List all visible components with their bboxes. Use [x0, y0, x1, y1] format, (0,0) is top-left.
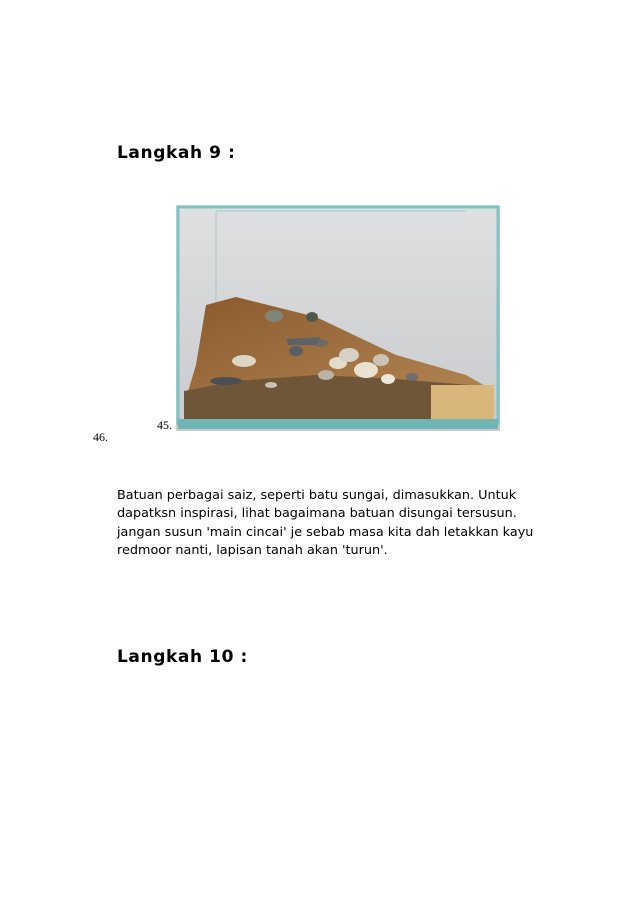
light-sand-corner: [431, 385, 494, 419]
step-10-heading: Langkah 10 :: [117, 647, 248, 667]
stone: [373, 354, 389, 366]
glass-base: [178, 419, 498, 429]
description-paragraph: [117, 487, 557, 561]
stone: [339, 348, 359, 362]
stone: [210, 377, 242, 385]
stone: [354, 362, 378, 378]
stone: [265, 310, 283, 322]
stone: [406, 373, 418, 381]
aquarium-photo: [176, 205, 500, 431]
stone: [306, 312, 318, 322]
stone: [381, 374, 395, 384]
stone: [318, 370, 334, 380]
page-number: 46.: [93, 430, 108, 444]
figure-number: 45.: [157, 418, 172, 432]
paragraph-line: dapatksn inspirasi, lihat bagaimana batuan disungai tersusun.: [117, 506, 517, 522]
stone: [232, 355, 256, 367]
paragraph-line: Batuan perbagai saiz, seperti batu sungai, dimasukkan. Untuk: [117, 488, 517, 503]
paragraph-line: jangan susun 'main cincai' je sebab masa kita dah letakkan kayu: [117, 524, 534, 540]
step-9-heading: Langkah 9 :: [117, 143, 236, 163]
stone: [289, 346, 303, 356]
paragraph-line: redmoor nanti, lapisan tanah akan 'turun'.: [117, 543, 388, 559]
stone: [265, 382, 277, 388]
